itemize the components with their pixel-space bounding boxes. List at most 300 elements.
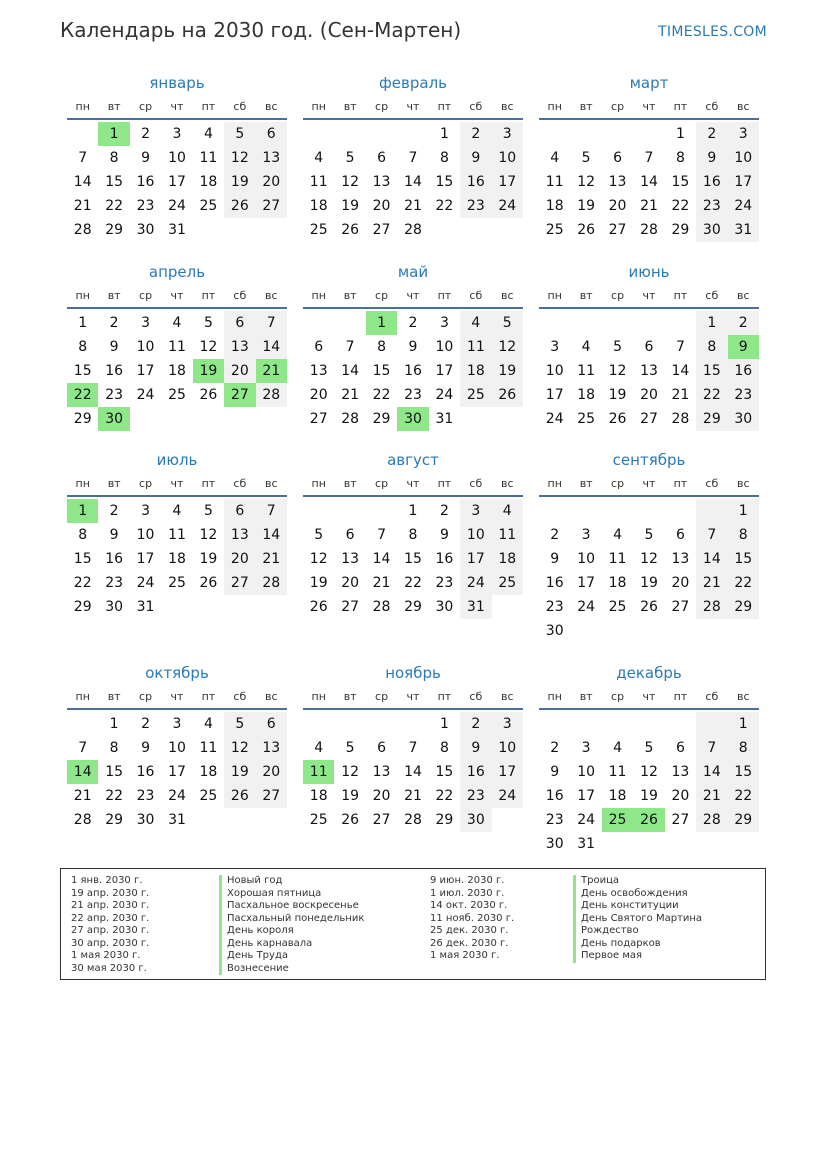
empty-cell (665, 712, 696, 736)
empty-cell (334, 712, 365, 736)
legend-date: 25 дек. 2030 г. (430, 925, 509, 936)
day-cell: 7 (696, 523, 727, 547)
month-name: август (387, 451, 439, 469)
day-cell: 16 (545, 575, 564, 591)
month-block (303, 261, 523, 431)
empty-cell (633, 499, 664, 523)
holiday-day-cell: 1 (366, 311, 397, 335)
day-cell: 28 (256, 383, 287, 407)
weekday-label: сб (705, 690, 719, 703)
day-cell: 20 (309, 387, 328, 403)
month-name: ноябрь (385, 664, 441, 682)
day-cell: 19 (492, 359, 523, 383)
day-cell: 22 (372, 387, 391, 403)
empty-cell (67, 712, 98, 736)
day-cell: 22 (728, 784, 759, 808)
day-cell: 26 (224, 784, 255, 808)
day-cell: 11 (608, 551, 627, 567)
day-cell: 1 (109, 716, 119, 732)
empty-cell (256, 218, 287, 242)
day-cell: 4 (492, 499, 523, 523)
day-cell: 24 (136, 575, 155, 591)
month-name: октябрь (145, 664, 209, 682)
weekday-label: сб (233, 100, 247, 113)
days-grid (67, 122, 287, 242)
empty-cell (224, 218, 255, 242)
day-cell: 28 (341, 411, 360, 427)
legend-holiday-name: Вознесение (219, 963, 364, 976)
day-cell: 8 (728, 736, 759, 760)
legend-holiday-name: День подарков (573, 938, 702, 951)
day-cell: 28 (256, 571, 287, 595)
day-cell: 6 (675, 527, 685, 543)
day-cell: 10 (435, 339, 454, 355)
day-cell: 20 (671, 788, 690, 804)
days-grid (539, 499, 759, 643)
legend-dates-left (71, 875, 149, 975)
day-cell: 24 (435, 387, 454, 403)
day-cell: 24 (460, 571, 491, 595)
day-cell: 13 (341, 551, 360, 567)
holiday-day-cell: 11 (303, 760, 334, 784)
days-grid (539, 712, 759, 856)
weekday-label: сб (233, 289, 247, 302)
day-cell: 29 (73, 599, 92, 615)
day-cell: 21 (696, 784, 727, 808)
day-cell: 14 (696, 547, 727, 571)
weekday-label: пт (437, 100, 452, 113)
day-cell: 16 (404, 363, 422, 379)
day-cell: 10 (136, 339, 155, 355)
day-cell: 20 (224, 359, 255, 383)
empty-cell (130, 407, 161, 431)
weekday-label: пт (437, 690, 452, 703)
day-cell: 16 (105, 551, 124, 567)
weekday-label: вт (343, 289, 357, 302)
day-cell: 21 (256, 547, 287, 571)
day-cell: 7 (78, 150, 88, 166)
empty-cell (460, 407, 491, 431)
weekday-label: вс (500, 477, 514, 490)
day-cell: 18 (168, 363, 186, 379)
empty-cell (161, 407, 192, 431)
day-cell: 8 (675, 150, 685, 166)
day-cell: 23 (460, 194, 491, 218)
day-cell: 6 (377, 150, 387, 166)
day-cell: 18 (608, 788, 627, 804)
day-cell: 29 (73, 411, 92, 427)
weekday-label: ср (611, 289, 625, 302)
day-cell: 4 (172, 315, 182, 331)
legend-holiday-name: Хорошая пятница (219, 888, 364, 901)
day-cell: 7 (696, 736, 727, 760)
day-cell: 26 (199, 387, 218, 403)
day-cell: 18 (577, 387, 596, 403)
day-cell: 30 (435, 599, 454, 615)
weekday-label: ср (611, 100, 625, 113)
day-cell: 1 (408, 503, 418, 519)
empty-cell (492, 808, 523, 832)
day-cell: 10 (492, 146, 523, 170)
day-cell: 12 (608, 363, 627, 379)
holiday-legend (60, 868, 766, 980)
day-cell: 21 (372, 575, 391, 591)
day-cell: 4 (203, 716, 213, 732)
day-cell: 28 (73, 812, 92, 828)
day-cell: 7 (78, 740, 88, 756)
day-cell: 6 (224, 499, 255, 523)
site-link[interactable]: TIMESLES.COM (658, 24, 767, 40)
day-cell: 29 (105, 222, 124, 238)
day-cell: 23 (545, 812, 564, 828)
weekday-label: пн (75, 690, 90, 703)
day-cell: 7 (644, 150, 654, 166)
month-block (67, 72, 287, 242)
day-cell: 4 (314, 740, 324, 756)
day-cell: 22 (105, 788, 124, 804)
day-cell: 30 (136, 812, 155, 828)
day-cell: 11 (168, 339, 186, 355)
empty-cell (602, 122, 633, 146)
day-cell: 2 (550, 527, 560, 543)
day-cell: 31 (728, 218, 759, 242)
day-cell: 20 (372, 198, 391, 214)
holiday-day-cell: 9 (728, 335, 759, 359)
day-cell: 5 (314, 527, 324, 543)
holiday-day-cell: 30 (397, 407, 428, 431)
legend-date: 1 янв. 2030 г. (71, 875, 143, 886)
day-cell: 29 (671, 222, 690, 238)
day-cell: 24 (136, 387, 155, 403)
legend-holiday-name: Пасхальное воскресенье (219, 900, 364, 913)
day-cell: 14 (73, 174, 92, 190)
empty-cell (397, 122, 428, 146)
legend-dates-right (430, 875, 514, 963)
month-block (539, 662, 759, 856)
day-cell: 3 (492, 712, 523, 736)
day-cell: 27 (671, 599, 690, 615)
weekday-label: сб (705, 289, 719, 302)
day-cell: 15 (696, 359, 727, 383)
day-cell: 20 (224, 547, 255, 571)
day-cell: 13 (256, 736, 287, 760)
month-block (303, 72, 523, 242)
day-cell: 19 (577, 198, 596, 214)
day-cell: 17 (435, 363, 454, 379)
day-cell: 10 (577, 551, 596, 567)
empty-cell (728, 619, 759, 643)
legend-holiday-name: День карнавала (219, 938, 364, 951)
day-cell: 27 (309, 411, 328, 427)
day-cell: 12 (577, 174, 596, 190)
day-cell: 19 (608, 387, 627, 403)
day-cell: 22 (435, 788, 454, 804)
weekday-label: ср (375, 690, 389, 703)
legend-date: 30 апр. 2030 г. (71, 937, 150, 949)
day-cell: 27 (372, 812, 391, 828)
weekday-label: вт (107, 100, 121, 113)
day-cell: 7 (345, 339, 355, 355)
day-cell: 6 (224, 311, 255, 335)
weekday-label: пн (547, 100, 562, 113)
day-cell: 26 (492, 383, 523, 407)
day-cell: 12 (199, 339, 218, 355)
weekday-label: пн (547, 477, 562, 490)
day-cell: 24 (168, 788, 186, 804)
day-cell: 10 (545, 363, 564, 379)
day-cell: 8 (109, 150, 119, 166)
weekday-label: чт (642, 690, 656, 703)
empty-cell (539, 122, 570, 146)
day-cell: 19 (640, 575, 658, 591)
legend-holiday-name: Пасхальный понедельник (219, 913, 364, 926)
weekday-header (67, 285, 287, 309)
weekday-label: сб (705, 100, 719, 113)
month-block (539, 449, 759, 643)
empty-cell (366, 712, 397, 736)
day-cell: 19 (199, 551, 218, 567)
weekday-label: пт (201, 100, 216, 113)
day-cell: 19 (224, 760, 255, 784)
day-cell: 12 (341, 764, 360, 780)
month-name: март (629, 74, 669, 92)
day-cell: 29 (404, 599, 422, 615)
empty-cell (303, 712, 334, 736)
weekday-label: пн (75, 289, 90, 302)
day-cell: 18 (492, 547, 523, 571)
page-title: Календарь на 2030 год. (Сен-Мартен) (60, 18, 462, 42)
day-cell: 3 (581, 740, 591, 756)
day-cell: 21 (671, 387, 690, 403)
day-cell: 20 (640, 387, 658, 403)
day-cell: 15 (73, 551, 92, 567)
empty-cell (570, 311, 601, 335)
weekday-label: пт (673, 100, 688, 113)
day-cell: 14 (696, 760, 727, 784)
day-cell: 25 (199, 198, 218, 214)
day-cell: 19 (341, 788, 360, 804)
day-cell: 2 (109, 503, 119, 519)
weekday-label: чт (406, 477, 420, 490)
legend-names-left (219, 875, 364, 975)
day-cell: 19 (640, 788, 658, 804)
weekday-label: вт (343, 100, 357, 113)
weekday-label: чт (406, 100, 420, 113)
day-cell: 31 (460, 595, 491, 619)
day-cell: 25 (492, 571, 523, 595)
weekday-label: ср (139, 100, 153, 113)
weekday-label: вс (736, 289, 750, 302)
day-cell: 26 (341, 812, 360, 828)
day-cell: 17 (460, 547, 491, 571)
day-cell: 2 (696, 122, 727, 146)
day-cell: 25 (309, 222, 328, 238)
empty-cell (193, 808, 224, 832)
weekday-label: ср (375, 289, 389, 302)
empty-cell (665, 619, 696, 643)
day-cell: 12 (640, 764, 658, 780)
day-cell: 24 (577, 599, 596, 615)
empty-cell (429, 218, 460, 242)
day-cell: 5 (203, 503, 213, 519)
day-cell: 9 (439, 527, 449, 543)
day-cell: 12 (224, 736, 255, 760)
day-cell: 10 (728, 146, 759, 170)
day-cell: 11 (545, 174, 564, 190)
empty-cell (602, 712, 633, 736)
day-cell: 4 (314, 150, 324, 166)
day-cell: 27 (224, 571, 255, 595)
day-cell: 9 (550, 551, 560, 567)
legend-date: 9 июн. 2030 г. (430, 875, 505, 886)
legend-date: 1 июл. 2030 г. (430, 887, 505, 899)
day-cell: 25 (168, 387, 186, 403)
day-cell: 31 (435, 411, 454, 427)
empty-cell (224, 407, 255, 431)
day-cell: 29 (105, 812, 124, 828)
day-cell: 10 (168, 150, 186, 166)
weekday-header (67, 96, 287, 120)
weekday-label: вс (736, 100, 750, 113)
day-cell: 6 (256, 712, 287, 736)
day-cell: 18 (309, 198, 328, 214)
day-cell: 25 (577, 411, 596, 427)
day-cell: 17 (136, 363, 155, 379)
day-cell: 4 (613, 527, 623, 543)
month-block (303, 662, 523, 832)
day-cell: 12 (199, 527, 218, 543)
holiday-day-cell: 22 (67, 383, 98, 407)
day-cell: 29 (728, 808, 759, 832)
empty-cell (602, 499, 633, 523)
empty-cell (728, 832, 759, 856)
day-cell: 16 (728, 359, 759, 383)
day-cell: 6 (675, 740, 685, 756)
weekday-label: пт (673, 289, 688, 302)
day-cell: 28 (696, 808, 727, 832)
day-cell: 20 (256, 170, 287, 194)
day-cell: 13 (309, 363, 328, 379)
days-grid (539, 311, 759, 431)
day-cell: 9 (696, 146, 727, 170)
weekday-label: пн (311, 690, 326, 703)
days-grid (539, 122, 759, 242)
day-cell: 22 (105, 198, 124, 214)
weekday-label: пт (437, 477, 452, 490)
day-cell: 11 (199, 150, 218, 166)
day-cell: 4 (460, 311, 491, 335)
empty-cell (570, 499, 601, 523)
weekday-label: пн (547, 690, 562, 703)
day-cell: 7 (675, 339, 685, 355)
legend-names-right (573, 875, 702, 963)
day-cell: 22 (696, 383, 727, 407)
day-cell: 15 (404, 551, 422, 567)
day-cell: 16 (136, 764, 155, 780)
month-name: апрель (148, 263, 206, 281)
day-cell: 16 (545, 788, 564, 804)
empty-cell (256, 595, 287, 619)
weekday-label: пт (201, 289, 216, 302)
day-cell: 5 (613, 339, 623, 355)
weekday-label: сб (469, 100, 483, 113)
day-cell: 22 (404, 575, 422, 591)
day-cell: 4 (203, 126, 213, 142)
day-cell: 31 (168, 812, 186, 828)
day-cell: 8 (439, 740, 449, 756)
month-name: июнь (628, 263, 670, 281)
day-cell: 30 (728, 407, 759, 431)
empty-cell (633, 712, 664, 736)
day-cell: 30 (545, 836, 564, 852)
day-cell: 9 (460, 146, 491, 170)
empty-cell (696, 499, 727, 523)
day-cell: 21 (696, 571, 727, 595)
day-cell: 24 (492, 194, 523, 218)
day-cell: 21 (640, 198, 658, 214)
weekday-label: вт (579, 477, 593, 490)
weekday-label: вс (264, 690, 278, 703)
weekday-label: вт (579, 100, 593, 113)
day-cell: 3 (581, 527, 591, 543)
day-cell: 30 (460, 808, 491, 832)
weekday-label: вс (500, 289, 514, 302)
legend-date: 19 апр. 2030 г. (71, 887, 150, 899)
day-cell: 30 (105, 599, 124, 615)
day-cell: 19 (309, 575, 328, 591)
holiday-day-cell: 25 (602, 808, 633, 832)
weekday-header (303, 686, 523, 710)
day-cell: 10 (136, 527, 155, 543)
weekday-label: вт (343, 477, 357, 490)
day-cell: 3 (439, 315, 449, 331)
empty-cell (193, 595, 224, 619)
day-cell: 25 (545, 222, 564, 238)
legend-date: 21 апр. 2030 г. (71, 900, 150, 911)
day-cell: 24 (728, 194, 759, 218)
weekday-label: пн (311, 477, 326, 490)
day-cell: 16 (136, 174, 155, 190)
day-cell: 26 (640, 599, 658, 615)
month-name: июль (156, 451, 198, 469)
day-cell: 3 (492, 122, 523, 146)
days-grid (303, 712, 523, 832)
day-cell: 23 (460, 784, 491, 808)
day-cell: 22 (671, 198, 690, 214)
empty-cell (303, 499, 334, 523)
empty-cell (224, 808, 255, 832)
weekday-label: пн (547, 289, 562, 302)
days-grid (303, 122, 523, 242)
empty-cell (334, 499, 365, 523)
weekday-header (303, 473, 523, 497)
day-cell: 24 (168, 198, 186, 214)
weekday-label: чт (642, 477, 656, 490)
holiday-day-cell: 1 (98, 122, 129, 146)
day-cell: 3 (172, 716, 182, 732)
empty-cell (334, 122, 365, 146)
day-cell: 7 (408, 150, 418, 166)
day-cell: 10 (460, 523, 491, 547)
empty-cell (665, 311, 696, 335)
day-cell: 11 (608, 764, 627, 780)
weekday-label: пт (201, 477, 216, 490)
legend-holiday-name: День короля (219, 925, 364, 938)
day-cell: 28 (696, 595, 727, 619)
holiday-day-cell: 19 (193, 359, 224, 383)
day-cell: 8 (728, 523, 759, 547)
weekday-label: вт (107, 690, 121, 703)
